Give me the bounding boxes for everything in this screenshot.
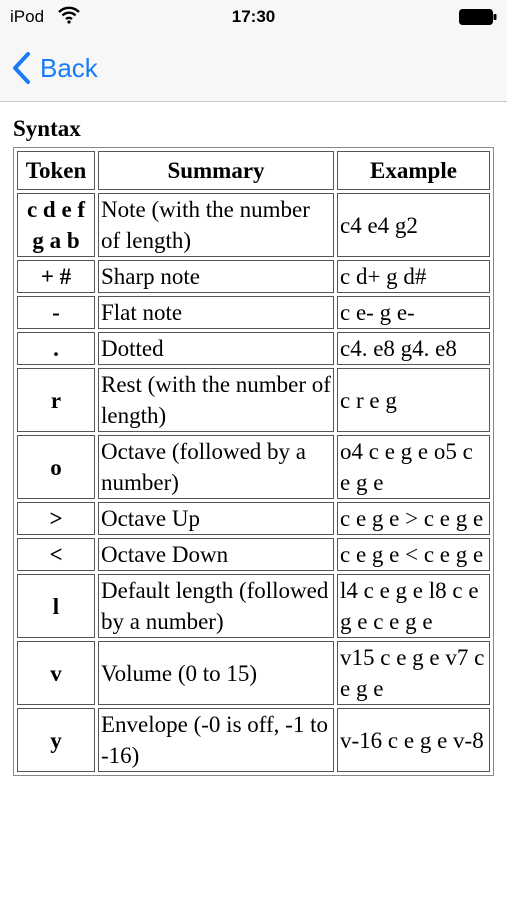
token-cell: l bbox=[17, 574, 95, 638]
example-cell: v-16 c e g e v-8 bbox=[337, 708, 490, 772]
battery-icon bbox=[459, 9, 497, 25]
summary-cell: Octave (followed by a number) bbox=[98, 435, 334, 499]
token-cell: c d e f g a b bbox=[17, 193, 95, 257]
summary-cell: Octave Down bbox=[98, 538, 334, 571]
status-bar bbox=[0, 0, 507, 38]
back-label: Back bbox=[40, 52, 98, 83]
table-row bbox=[17, 296, 490, 329]
token-cell: . bbox=[17, 332, 95, 365]
summary-cell: Rest (with the number of length) bbox=[98, 368, 334, 432]
example-cell: c e g e > c e g e bbox=[337, 502, 490, 535]
token-cell: v bbox=[17, 641, 95, 705]
header-token: Token bbox=[17, 151, 95, 190]
table-row bbox=[17, 332, 490, 365]
navigation-bar bbox=[0, 38, 507, 102]
token-cell: y bbox=[17, 708, 95, 772]
example-cell: c e- g e- bbox=[337, 296, 490, 329]
table-row bbox=[17, 641, 490, 705]
table-row bbox=[17, 538, 490, 571]
example-cell: c d+ g d# bbox=[337, 260, 490, 293]
example-cell: v15 c e g e v7 c e g e bbox=[337, 641, 490, 705]
token-cell: > bbox=[17, 502, 95, 535]
token-cell: + # bbox=[17, 260, 95, 293]
section-title: Syntax bbox=[13, 116, 81, 141]
table-row bbox=[17, 368, 490, 432]
chevron-left-icon bbox=[10, 51, 32, 85]
table-row bbox=[17, 193, 490, 257]
token-cell: < bbox=[17, 538, 95, 571]
summary-cell: Note (with the number of length) bbox=[98, 193, 334, 257]
table-row bbox=[17, 574, 490, 638]
table-row bbox=[17, 502, 490, 535]
summary-cell: Octave Up bbox=[98, 502, 334, 535]
summary-cell: Sharp note bbox=[98, 260, 334, 293]
table-header-row bbox=[17, 151, 490, 190]
example-cell: l4 c e g e l8 c e g e c e g e bbox=[337, 574, 490, 638]
summary-cell: Envelope (-0 is off, -1 to -16) bbox=[98, 708, 334, 772]
status-time: 17:30 bbox=[231, 7, 276, 26]
summary-cell: Default length (followed by a number) bbox=[98, 574, 334, 638]
summary-cell: Dotted bbox=[98, 332, 334, 365]
summary-cell: Flat note bbox=[98, 296, 334, 329]
syntax-table bbox=[13, 147, 494, 776]
summary-cell: Volume (0 to 15) bbox=[98, 641, 334, 705]
carrier-label: iPod bbox=[10, 7, 45, 26]
table-row bbox=[17, 435, 490, 499]
back-button[interactable] bbox=[10, 50, 98, 86]
example-cell: c4. e8 g4. e8 bbox=[337, 332, 490, 365]
header-example: Example bbox=[337, 151, 490, 190]
table-row bbox=[17, 708, 490, 772]
token-cell: r bbox=[17, 368, 95, 432]
example-cell: c4 e4 g2 bbox=[337, 193, 490, 257]
table-row bbox=[17, 260, 490, 293]
header-summary: Summary bbox=[98, 151, 334, 190]
example-cell: o4 c e g e o5 c e g e bbox=[337, 435, 490, 499]
content-area[interactable] bbox=[0, 102, 507, 900]
token-cell: o bbox=[17, 435, 95, 499]
example-cell: c e g e < c e g e bbox=[337, 538, 490, 571]
token-cell: - bbox=[17, 296, 95, 329]
example-cell: c r e g bbox=[337, 368, 490, 432]
